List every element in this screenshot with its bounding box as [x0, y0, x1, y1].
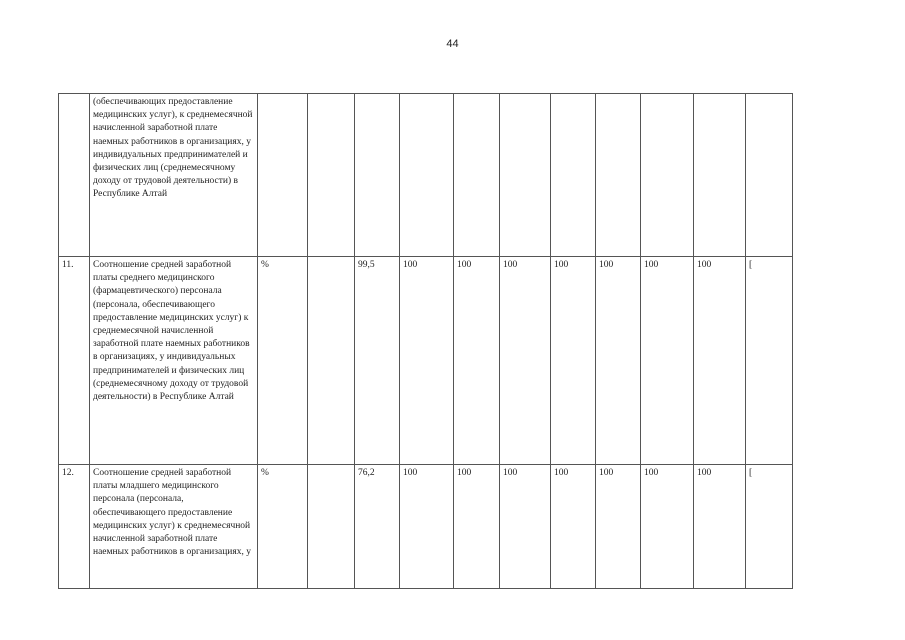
value-cell: 76,2: [355, 465, 400, 589]
value-cell: [641, 94, 694, 257]
value-cell: [694, 94, 746, 257]
row-number: [59, 94, 90, 257]
value-cell: [551, 94, 596, 257]
value-cell: 100: [400, 257, 454, 465]
value-cell: [596, 94, 641, 257]
table-row: [59, 94, 793, 257]
value-cell: 100: [641, 257, 694, 465]
indicator-text: Соотношение средней заработной платы младшего медицинского персонала (персонала, обеспечивающего предоставление медицинских услуг) к среднемесячной начисленной заработной плате наемных работников в организациях, у: [90, 465, 258, 589]
value-cell: 100: [596, 465, 641, 589]
indicator-table: [58, 93, 793, 589]
value-cell: [500, 94, 551, 257]
value-cell: 100: [400, 465, 454, 589]
row-number: 11.: [59, 257, 90, 465]
table-row: [59, 257, 793, 465]
value-cell: 100: [694, 257, 746, 465]
value-cell: [308, 257, 355, 465]
value-cell: 100: [500, 257, 551, 465]
value-cell: 100: [694, 465, 746, 589]
value-cell: 99,5: [355, 257, 400, 465]
indicator-text: (обеспечивающих предоставление медицинских услуг), к среднемесячной начисленной заработной плате наемных работников в организациях, у индивидуальных предпринимателей и физических лиц (среднемесячному доходу от трудовой деятельности) в Республике Алтай: [90, 94, 258, 257]
value-cell: 100: [551, 465, 596, 589]
unit-cell: %: [258, 465, 308, 589]
value-cell: 100: [551, 257, 596, 465]
value-cell: [308, 94, 355, 257]
value-cell: 100: [641, 465, 694, 589]
value-cell: [355, 94, 400, 257]
table-row: [59, 465, 793, 589]
indicator-text: Соотношение средней заработной платы среднего медицинского (фармацевтического) персонала (персонала, обеспечивающего предоставление медицинских услуг) к среднемесячной начисленной заработной плате наемных работников в организациях, у индивидуальных предпринимателей и физических лиц (среднемесячному доходу от трудовой деятельности) в Республике Алтай: [90, 257, 258, 465]
value-cell: 100: [454, 257, 500, 465]
value-cell: 100: [454, 465, 500, 589]
value-cell: [: [746, 465, 793, 589]
value-cell: 100: [500, 465, 551, 589]
value-cell: [308, 465, 355, 589]
value-cell: [: [746, 257, 793, 465]
value-cell: [400, 94, 454, 257]
page-number: 44: [446, 38, 459, 50]
value-cell: 100: [596, 257, 641, 465]
unit-cell: %: [258, 257, 308, 465]
row-number: 12.: [59, 465, 90, 589]
value-cell: [454, 94, 500, 257]
unit-cell: [258, 94, 308, 257]
value-cell: [746, 94, 793, 257]
